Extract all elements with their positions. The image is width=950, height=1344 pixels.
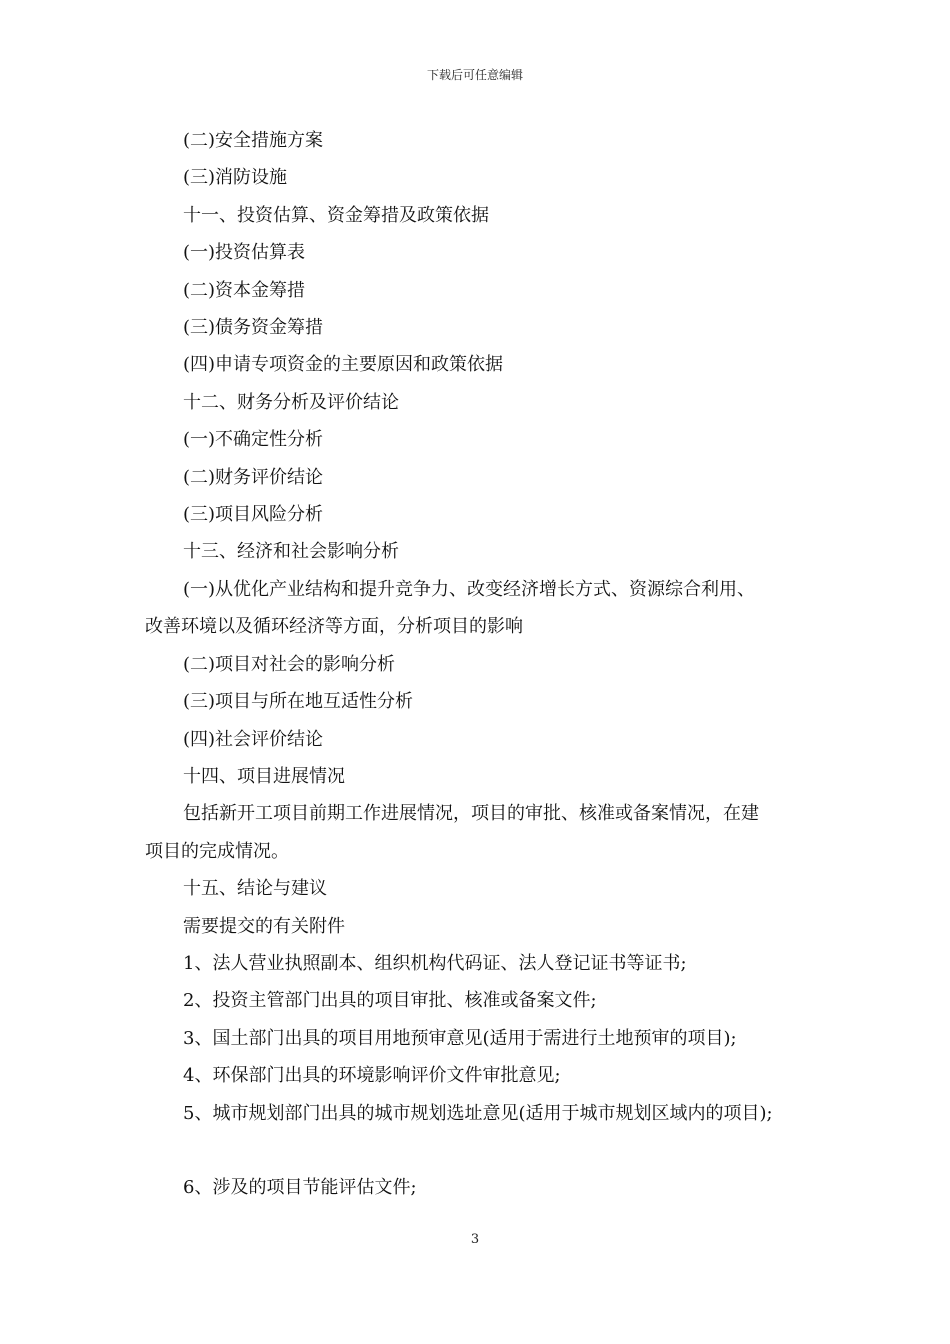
page-header: 下载后可任意编辑 (426, 68, 523, 82)
list-item: 3、国土部门出具的项目用地预审意见(适用于需进行土地预审的项目); (183, 1027, 737, 1049)
text-line: (二)资本金筹措 (183, 279, 306, 301)
list-item: 5、城市规划部门出具的城市规划选址意见(适用于城市规划区域内的项目); (183, 1102, 773, 1124)
section-heading: 十三、经济和社会影响分析 (183, 541, 399, 563)
page-number: 3 (470, 1232, 480, 1247)
list-item: 4、环保部门出具的环境影响评价文件审批意见; (183, 1065, 561, 1087)
text-line: 需要提交的有关附件 (183, 915, 345, 937)
document-body (145, 122, 825, 1206)
text-line: (二)财务评价结论 (183, 466, 324, 488)
section-heading: 十二、财务分析及评价结论 (183, 391, 399, 413)
blank-line (145, 1132, 825, 1169)
text-line: (三)债务资金筹措 (183, 317, 324, 339)
text-line: (二)安全措施方案 (183, 130, 324, 151)
text-line: (四)申请专项资金的主要原因和政策依据 (183, 354, 504, 376)
list-item: 2、投资主管部门出具的项目审批、核准或备案文件; (183, 990, 597, 1012)
text-line: (二)项目对社会的影响分析 (183, 653, 396, 675)
list-item: 6、涉及的项目节能评估文件; (183, 1176, 417, 1198)
text-line-continuation: 项目的完成情况。 (145, 840, 289, 862)
section-heading: 十五、结论与建议 (183, 878, 327, 900)
list-item: 1、法人营业执照副本、组织机构代码证、法人登记证书等证书; (183, 952, 687, 974)
text-line: (三)项目与所在地互适性分析 (183, 691, 414, 713)
text-line: (一)从优化产业结构和提升竞争力、改变经济增长方式、资源综合利用、 (183, 578, 756, 600)
text-line: (一)不确定性分析 (183, 429, 324, 451)
section-heading: 十四、项目进展情况 (183, 765, 345, 787)
text-line: (三)消防设施 (183, 167, 288, 189)
text-line-continuation: 改善环境以及循环经济等方面，分析项目的影响 (145, 616, 523, 638)
text-line: 包括新开工项目前期工作进展情况，项目的审批、核准或备案情况，在建 (183, 803, 759, 825)
text-line: (四)社会评价结论 (183, 728, 324, 750)
text-line: (一)投资估算表 (183, 242, 306, 264)
text-line: (三)项目风险分析 (183, 504, 324, 526)
section-heading: 十一、投资估算、资金筹措及政策依据 (183, 204, 489, 226)
